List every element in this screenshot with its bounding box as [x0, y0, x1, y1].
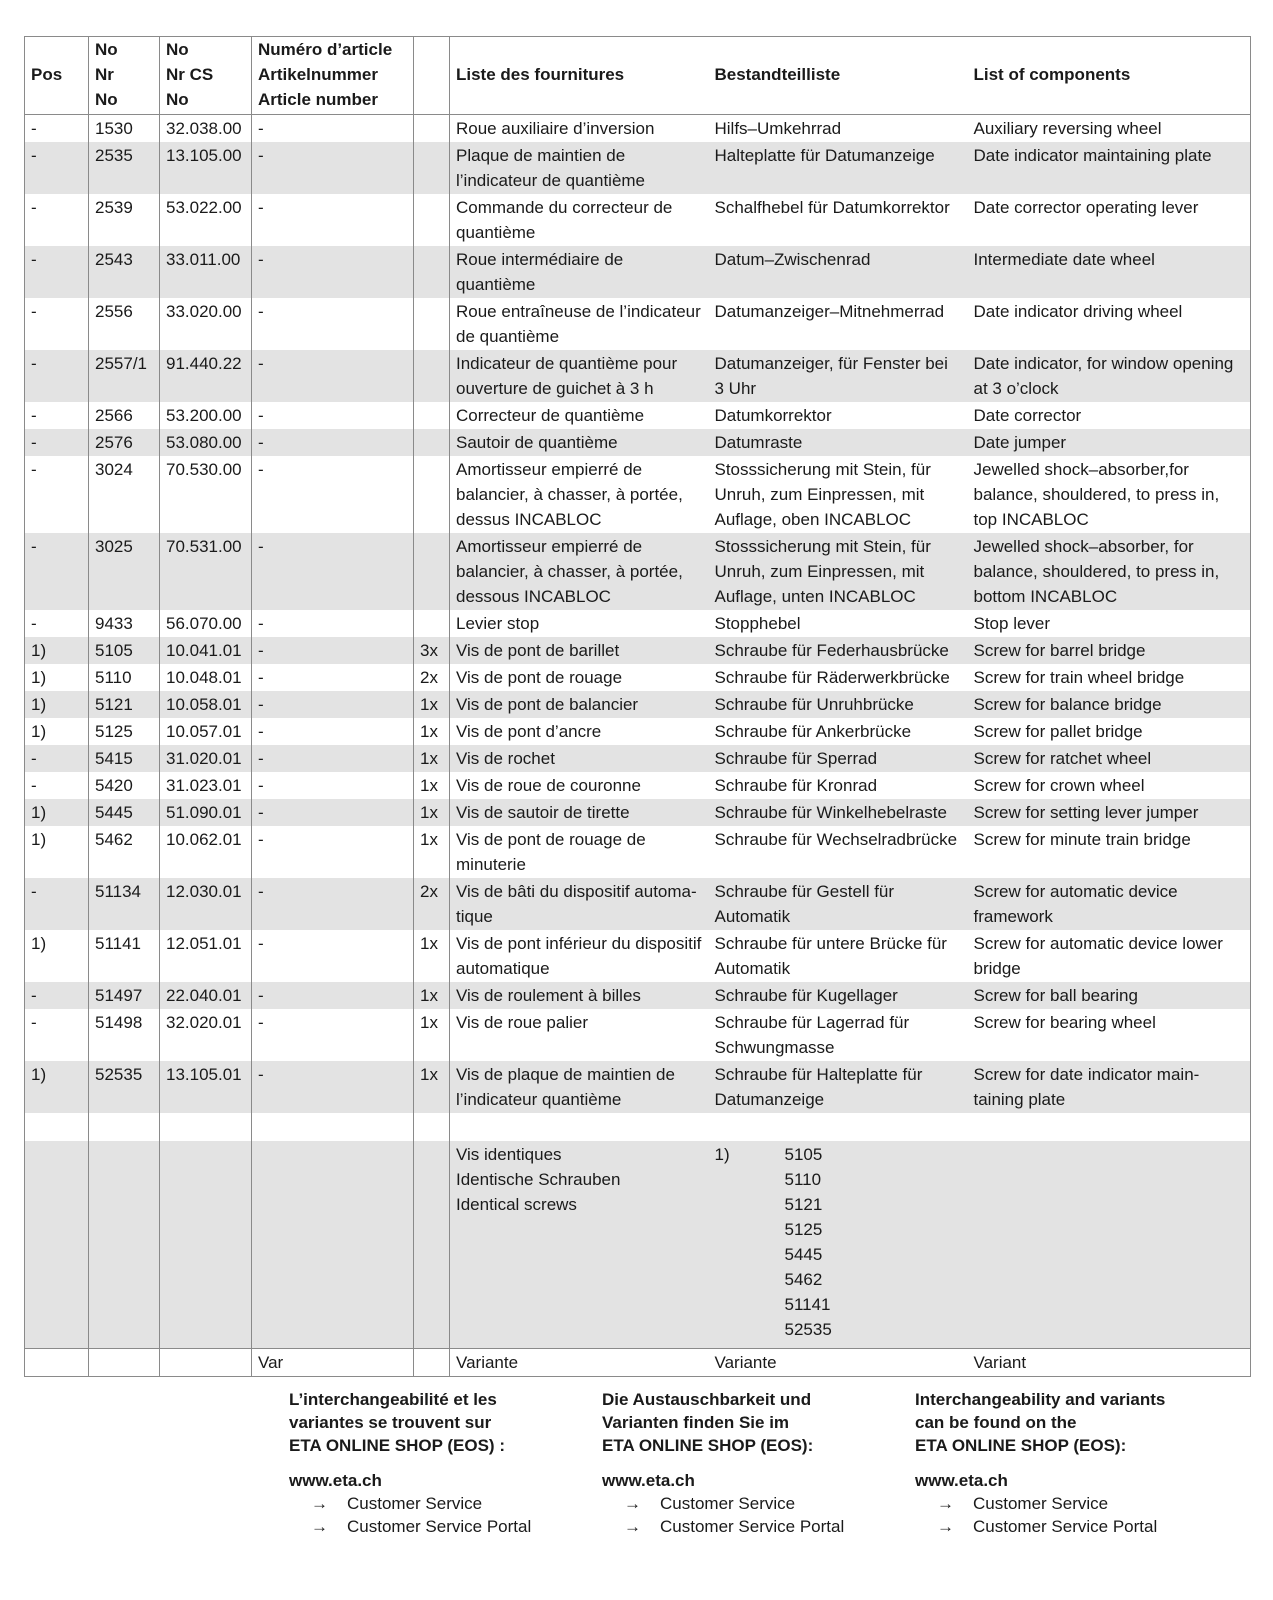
row-cs: 53.022.00 — [160, 194, 252, 246]
row-qty: 2x — [414, 878, 450, 930]
row-article-number: - — [252, 350, 414, 402]
footer-info — [289, 1388, 1249, 1538]
row-pos: - — [25, 982, 89, 1009]
row-qty: 1x — [414, 930, 450, 982]
header-nr: No Nr No — [89, 37, 160, 115]
identical-number: 5105 — [784, 1145, 823, 1164]
row-nr: 5415 — [89, 745, 160, 772]
table-row — [25, 429, 1251, 456]
row-qty: 1x — [414, 826, 450, 878]
row-pos: - — [25, 115, 89, 143]
table-row — [25, 350, 1251, 402]
row-de: Datumanzeiger–Mitnehmerrad — [714, 302, 945, 321]
row-qty: 1x — [414, 799, 450, 826]
row-en: Screw for train wheel bridge — [968, 664, 1251, 691]
row-article-number: - — [252, 691, 414, 718]
row-cs: 33.020.00 — [160, 298, 252, 350]
row-en: Screw for automatic device lower bridge — [968, 930, 1251, 982]
row-qty — [414, 533, 450, 610]
row-qty: 1x — [414, 772, 450, 799]
row-article-number: - — [252, 664, 414, 691]
row-pos: 1) — [25, 799, 89, 826]
row-en: Screw for minute train bridge — [968, 826, 1251, 878]
row-nr: 1530 — [89, 115, 160, 143]
row-nr: 51141 — [89, 930, 160, 982]
row-pos: - — [25, 772, 89, 799]
row-en: Jewelled shock–absorber, for balance, shouldered, to press in, bottom INCABLOC — [968, 533, 1251, 610]
variant-art: Var — [252, 1349, 414, 1377]
row-en: Screw for crown wheel — [968, 772, 1251, 799]
row-en: Auxiliary reversing wheel — [968, 115, 1251, 143]
row-nr: 5445 — [89, 799, 160, 826]
row-nr: 5125 — [89, 718, 160, 745]
row-de: Schraube für Gestell für Automatik — [709, 878, 968, 930]
row-qty: 1x — [414, 745, 450, 772]
row-fr: Levier stop — [450, 610, 709, 637]
arrow-right-icon: → — [624, 1517, 641, 1536]
row-qty — [414, 194, 450, 246]
row-pos: - — [25, 456, 89, 533]
row-nr: 9433 — [89, 610, 160, 637]
table-row — [25, 930, 1251, 982]
row-cs: 12.051.01 — [160, 930, 252, 982]
row-de: Schalfhebel für Datumkorrektor — [714, 198, 950, 217]
row-en: Screw for ball bearing — [968, 982, 1251, 1009]
row-pos: - — [25, 350, 89, 402]
row-cs: 56.070.00 — [160, 610, 252, 637]
row-qty — [414, 350, 450, 402]
row-en: Jewelled shock–absorber,for balance, shouldered, to press in, top INCABLOC — [968, 456, 1251, 533]
row-en: Intermediate date wheel — [968, 246, 1251, 298]
row-qty — [414, 402, 450, 429]
row-cs: 32.038.00 — [160, 115, 252, 143]
row-article-number: - — [252, 799, 414, 826]
row-fr: Amortisseur empierré de balancier, à chasser, à portée, dessus INCABLOC — [450, 456, 709, 533]
row-article-number: - — [252, 772, 414, 799]
table-row — [25, 826, 1251, 878]
row-article-number: - — [252, 456, 414, 533]
row-fr: Amortisseur empierré de balancier, à chasser, à portée, dessous INCABLOC — [450, 533, 709, 610]
row-de: Schraube für Räderwerkbrücke — [714, 668, 950, 687]
identical-number: 5462 — [784, 1270, 823, 1289]
row-de: Stopphebel — [714, 614, 801, 633]
row-article-number: - — [252, 246, 414, 298]
row-de: Schraube für Ankerbrücke — [714, 722, 912, 741]
customer-service-link[interactable]: → Customer Service — [937, 1494, 1109, 1513]
row-nr: 2576 — [89, 429, 160, 456]
row-qty — [414, 246, 450, 298]
row-nr: 5121 — [89, 691, 160, 718]
table-row — [25, 402, 1251, 429]
row-de: Stosssicherung mit Stein, für Unruh, zum Einpressen, mit Auflage, oben INCABLOC — [714, 460, 931, 529]
table-row — [25, 1061, 1251, 1113]
row-article-number: - — [252, 429, 414, 456]
arrow-right-icon: → — [937, 1494, 954, 1513]
row-pos: - — [25, 878, 89, 930]
row-pos: - — [25, 246, 89, 298]
row-fr: Vis de bâti du dispositif automa-tique — [450, 878, 709, 930]
row-cs: 32.020.01 — [160, 1009, 252, 1061]
table-row — [25, 637, 1251, 664]
row-de: Schraube für Halteplatte für Datumanzeige — [709, 1061, 968, 1113]
row-en: Date indicator driving wheel — [968, 298, 1251, 350]
row-en: Date corrector — [968, 402, 1251, 429]
row-article-number: - — [252, 1061, 414, 1113]
row-qty: 3x — [414, 637, 450, 664]
row-cs: 53.200.00 — [160, 402, 252, 429]
row-fr: Vis de pont d’ancre — [450, 718, 709, 745]
row-article-number: - — [252, 1009, 414, 1061]
row-fr: Roue intermédiaire de quantième — [450, 246, 709, 298]
row-article-number: - — [252, 194, 414, 246]
row-article-number: - — [252, 115, 414, 143]
table-row — [25, 664, 1251, 691]
row-nr: 5110 — [89, 664, 160, 691]
row-nr: 2543 — [89, 246, 160, 298]
row-cs: 10.041.01 — [160, 637, 252, 664]
header-de: Bestandteilliste — [709, 37, 968, 115]
row-pos: - — [25, 429, 89, 456]
row-qty — [414, 456, 450, 533]
row-cs: 70.530.00 — [160, 456, 252, 533]
row-fr: Sautoir de quantième — [450, 429, 709, 456]
row-fr: Vis de sautoir de tirette — [450, 799, 709, 826]
row-qty: 1x — [414, 1009, 450, 1061]
customer-service-portal-link[interactable]: → Customer Service Portal — [624, 1517, 845, 1536]
row-pos: - — [25, 745, 89, 772]
customer-service-portal-link[interactable]: → Customer Service Portal — [311, 1517, 532, 1536]
row-qty: 1x — [414, 1061, 450, 1113]
row-pos: - — [25, 610, 89, 637]
row-qty — [414, 429, 450, 456]
row-cs: 91.440.22 — [160, 350, 252, 402]
row-pos: - — [25, 298, 89, 350]
row-en: Screw for bearing wheel — [968, 1009, 1251, 1061]
row-nr: 5420 — [89, 772, 160, 799]
row-en: Screw for ratchet wheel — [968, 745, 1251, 772]
row-fr: Vis de pont de rouage — [450, 664, 709, 691]
row-cs: 13.105.01 — [160, 1061, 252, 1113]
row-qty: 2x — [414, 664, 450, 691]
identical-labels: Vis identiques Identische Schrauben Identical screws — [450, 1141, 709, 1349]
row-de: Schraube für Wechselradbrücke — [714, 830, 958, 849]
row-en: Date jumper — [968, 429, 1251, 456]
row-en: Date indicator maintaining plate — [968, 142, 1251, 194]
row-article-number: - — [252, 533, 414, 610]
row-fr: Plaque de maintien de l’indicateur de quantième — [450, 142, 709, 194]
identical-screws-row — [25, 1141, 1251, 1349]
row-cs: 70.531.00 — [160, 533, 252, 610]
arrow-right-icon: → — [311, 1494, 328, 1513]
row-fr: Vis de pont inférieur du dispositif automatique — [450, 930, 709, 982]
row-fr: Roue auxiliaire d’inversion — [450, 115, 709, 143]
table-row — [25, 772, 1251, 799]
row-fr: Vis de plaque de maintien de l’indicateur quantième — [450, 1061, 709, 1113]
row-en: Date indicator, for window opening at 3 o’clock — [968, 350, 1251, 402]
footer-text: Interchangeability and variants can be found on the ETA ONLINE SHOP (EOS): — [915, 1390, 1166, 1455]
row-de: Schraube für Kronrad — [714, 776, 878, 795]
header-cs: No Nr CS No — [160, 37, 252, 115]
row-pos: - — [25, 194, 89, 246]
row-fr: Commande du correcteur de quantième — [450, 194, 709, 246]
row-article-number: - — [252, 718, 414, 745]
row-cs: 10.048.01 — [160, 664, 252, 691]
table-row — [25, 982, 1251, 1009]
row-cs: 10.057.01 — [160, 718, 252, 745]
row-pos: 1) — [25, 637, 89, 664]
customer-service-link[interactable]: → Customer Service — [311, 1494, 483, 1513]
row-nr: 5462 — [89, 826, 160, 878]
row-qty — [414, 142, 450, 194]
row-pos: - — [25, 1009, 89, 1061]
table-row — [25, 1009, 1251, 1061]
row-en: Stop lever — [968, 610, 1251, 637]
row-article-number: - — [252, 826, 414, 878]
row-en: Screw for pallet bridge — [968, 718, 1251, 745]
table-row — [25, 878, 1251, 930]
row-en: Screw for setting lever jumper — [968, 799, 1251, 826]
row-de: Datumraste — [709, 429, 968, 456]
header-article-number: Numéro d’article Artikelnummer Article number — [252, 37, 414, 115]
table-row — [25, 745, 1251, 772]
row-de: Schraube für Winkelhebelraste — [709, 799, 968, 826]
row-fr: Roue entraîneuse de l’indicateur de quantième — [450, 298, 709, 350]
row-pos: 1) — [25, 691, 89, 718]
row-en: Screw for barrel bridge — [968, 637, 1251, 664]
footer-url-link[interactable]: www.eta.ch — [602, 1471, 695, 1490]
row-pos: 1) — [25, 930, 89, 982]
row-nr: 51498 — [89, 1009, 160, 1061]
variant-en: Variant — [968, 1349, 1251, 1377]
table-row — [25, 799, 1251, 826]
row-article-number: - — [252, 298, 414, 350]
row-de: Schraube für Sperrad — [709, 745, 968, 772]
row-cs: 33.011.00 — [160, 246, 252, 298]
row-de: Datumanzeiger, für Fenster bei 3 Uhr — [709, 350, 968, 402]
row-nr: 51497 — [89, 982, 160, 1009]
footer-text: L’interchangeabilité et les variantes se trouvent sur ETA ONLINE SHOP (EOS) : — [289, 1390, 505, 1455]
table-row — [25, 610, 1251, 637]
row-fr: Vis de rochet — [450, 745, 709, 772]
parts-table-body — [25, 115, 1251, 1114]
row-cs: 10.062.01 — [160, 826, 252, 878]
row-pos: - — [25, 402, 89, 429]
arrow-right-icon: → — [624, 1494, 641, 1513]
row-de: Stosssicherung mit Stein, für Unruh, zum Einpressen, mit Auflage, unten INCABLOC — [709, 533, 968, 610]
header-fr: Liste des fournitures — [450, 37, 709, 115]
row-qty: 1x — [414, 691, 450, 718]
row-nr: 2556 — [89, 298, 160, 350]
row-de: Datumkorrektor — [714, 406, 832, 425]
row-en: Screw for date indicator main-taining plate — [968, 1061, 1251, 1113]
row-article-number: - — [252, 610, 414, 637]
row-de: Datum–Zwischenrad — [709, 246, 968, 298]
identical-number: 52535 — [784, 1320, 832, 1339]
row-cs: 31.020.01 — [160, 745, 252, 772]
row-nr: 2539 — [89, 194, 160, 246]
row-en: Screw for automatic device framework — [968, 878, 1251, 930]
row-nr: 5105 — [89, 637, 160, 664]
row-fr: Vis de roue palier — [450, 1009, 709, 1061]
table-header-row — [25, 37, 1251, 115]
row-cs: 51.090.01 — [160, 799, 252, 826]
row-de: Schraube für Federhausbrücke — [709, 637, 968, 664]
row-article-number: - — [252, 637, 414, 664]
row-pos: 1) — [25, 1061, 89, 1113]
row-article-number: - — [252, 142, 414, 194]
row-pos: - — [25, 533, 89, 610]
customer-service-portal-link[interactable]: → Customer Service Portal — [937, 1517, 1158, 1536]
row-qty — [414, 610, 450, 637]
row-cs: 10.058.01 — [160, 691, 252, 718]
row-fr: Vis de pont de balancier — [450, 691, 709, 718]
row-fr: Vis de roulement à billes — [450, 982, 709, 1009]
row-nr: 3025 — [89, 533, 160, 610]
footer-url-link[interactable]: www.eta.ch — [289, 1471, 382, 1490]
row-nr: 52535 — [89, 1061, 160, 1113]
header-qty — [414, 37, 450, 115]
row-article-number: - — [252, 930, 414, 982]
identical-number: 51141 — [784, 1295, 831, 1314]
footer-text: Die Austauschbarkeit und Varianten finden Sie im ETA ONLINE SHOP (EOS): — [602, 1390, 814, 1455]
row-article-number: - — [252, 878, 414, 930]
row-de: Schraube für Unruhbrücke — [709, 691, 968, 718]
table-row — [25, 456, 1251, 533]
footer-column-en — [915, 1388, 1228, 1538]
footer-column-fr — [289, 1388, 602, 1538]
table-row — [25, 533, 1251, 610]
variant-de: Variante — [709, 1349, 968, 1377]
table-row — [25, 718, 1251, 745]
row-fr: Correcteur de quantième — [450, 402, 709, 429]
footer-url-link[interactable]: www.eta.ch — [915, 1471, 1008, 1490]
row-pos: 1) — [25, 826, 89, 878]
row-article-number: - — [252, 982, 414, 1009]
row-nr: 2557/1 — [89, 350, 160, 402]
row-nr: 2566 — [89, 402, 160, 429]
identical-list — [709, 1141, 968, 1349]
row-article-number: - — [252, 402, 414, 429]
arrow-right-icon: → — [937, 1517, 954, 1536]
table-row — [25, 194, 1251, 246]
row-cs: 31.023.01 — [160, 772, 252, 799]
row-nr: 51134 — [89, 878, 160, 930]
identical-numbers — [785, 1142, 832, 1342]
row-de: Schraube für Kugellager — [709, 982, 968, 1009]
variant-row — [25, 1349, 1251, 1377]
parts-table — [24, 36, 1251, 1377]
row-pos: 1) — [25, 718, 89, 745]
row-de: Halteplatte für Datumanzeige — [709, 142, 968, 194]
row-qty: 1x — [414, 982, 450, 1009]
row-article-number: - — [252, 745, 414, 772]
parts-table-extra — [25, 1113, 1251, 1377]
table-row — [25, 298, 1251, 350]
row-qty — [414, 115, 450, 143]
row-fr: Vis de pont de barillet — [450, 637, 709, 664]
row-fr: Vis de roue de couronne — [450, 772, 709, 799]
row-cs: 12.030.01 — [160, 878, 252, 930]
row-cs: 13.105.00 — [160, 142, 252, 194]
row-pos: 1) — [25, 664, 89, 691]
row-pos: - — [25, 142, 89, 194]
parts-list-page — [24, 36, 1250, 1377]
row-cs: 22.040.01 — [160, 982, 252, 1009]
footer-column-de — [602, 1388, 915, 1538]
variant-fr: Variante — [450, 1349, 709, 1377]
header-pos: Pos — [25, 37, 89, 115]
row-cs: 53.080.00 — [160, 429, 252, 456]
row-de: Schraube für untere Brücke für Automatik — [714, 934, 947, 978]
identical-number: 5110 — [784, 1170, 822, 1189]
row-nr: 3024 — [89, 456, 160, 533]
table-row — [25, 142, 1251, 194]
row-qty — [414, 298, 450, 350]
identical-number: 5445 — [784, 1245, 823, 1264]
row-qty: 1x — [414, 718, 450, 745]
row-en: Date corrector operating lever — [968, 194, 1251, 246]
identical-number: 5121 — [784, 1195, 823, 1214]
table-row — [25, 115, 1251, 143]
identical-marker: 1) — [714, 1145, 730, 1164]
row-en: Screw for balance bridge — [968, 691, 1251, 718]
table-row — [25, 246, 1251, 298]
row-fr: Indicateur de quantième pour ouverture de guichet à 3 h — [450, 350, 709, 402]
customer-service-link[interactable]: → Customer Service — [624, 1494, 796, 1513]
spacer-row — [25, 1113, 1251, 1141]
identical-number: 5125 — [784, 1220, 823, 1239]
row-de: Schraube für Lagerrad für Schwungmasse — [714, 1013, 910, 1057]
row-fr: Vis de pont de rouage de minuterie — [450, 826, 709, 878]
header-en: List of components — [968, 37, 1251, 115]
arrow-right-icon: → — [311, 1517, 328, 1536]
row-de: Hilfs–Umkehrrad — [714, 119, 842, 138]
table-row — [25, 691, 1251, 718]
row-nr: 2535 — [89, 142, 160, 194]
